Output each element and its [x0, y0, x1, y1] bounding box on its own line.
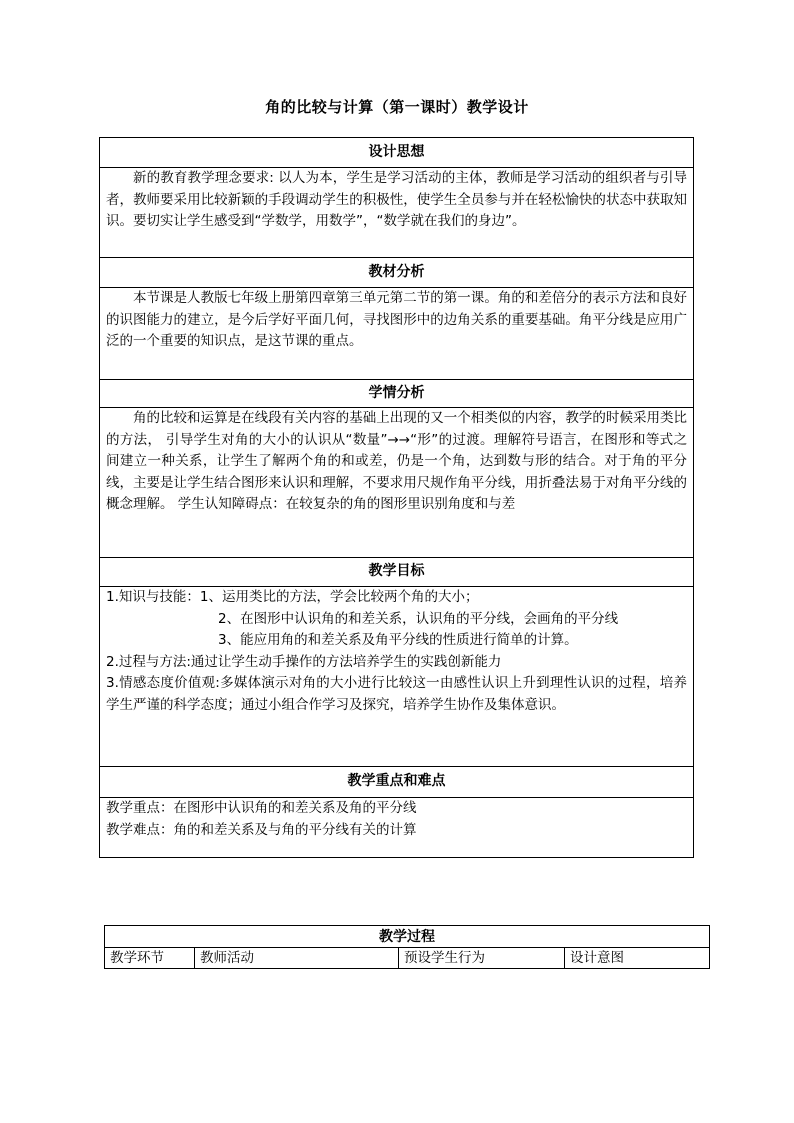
teaching-difficulty: 教学难点：角的和差关系及与角的平分线有关的计算: [106, 821, 417, 838]
teaching-focus: 教学重点：在图形中认识角的和差关系及角的平分线: [106, 800, 417, 816]
document-title: 角的比较与计算（第一课时）教学设计: [265, 98, 529, 116]
student-analysis-heading: 学情分析: [100, 380, 694, 408]
column-header-design-intent: 设计意图: [565, 948, 710, 969]
objective-process: 2.过程与方法:通过让学生动手操作的方法培养学生的实践创新能力: [106, 653, 502, 670]
key-points-heading: 教学重点和难点: [100, 767, 694, 798]
teaching-process-heading: 教学过程: [105, 926, 710, 948]
objective-knowledge-3: 3、能应用角的和差关系及角平分线的性质进行简单的计算。: [218, 632, 578, 648]
design-idea-cell: [100, 168, 694, 258]
student-analysis-text: 角的比较和运算是在线段有关内容的基础上出现的又一个相类似的内容，教学的时候采用类比的方法， 引导学生对角的大小的认识从“数量”→→“形”的过渡。理解符号语言，在图形和等式之间建立一种关系，让学生了解两个角的和或差，仍是一个角，达到数与形的结合。对于角的平分线，主要是让学生结合图形来认识和理解，不要求用尺规作角平分线，用折叠法易于对角平分线的概念理解。 学生认知障碍点：在较复杂的角的图形里识别角度和与差: [106, 410, 687, 512]
column-header-teacher-activity: 教师活动: [195, 948, 399, 969]
objective-knowledge-2: 2、在图形中认识角的和差关系，认识角的平分线，会画角的平分线: [218, 610, 619, 627]
design-idea-text: 新的教育教学理念要求: 以人为本，学生是学习活动的主体，教师是学习活动的组织者与引导者，教师要采用比较新颖的手段调动学生的积极性，使学生全员参与并在轻松愉快的状态中获取知识。要切实让学生感受到“学数学，用数学”，“数学就在我们的身边”。: [106, 170, 687, 229]
material-analysis-text: 本节课是人教版七年级上册第四章第三单元第二节的第一课。角的和差倍分的表示方法和良好的识图能力的建立，是今后学好平面几何，寻找图形中的边角关系的重要基础。角平分线是应用广泛的一个重要的知识点，是这节课的重点。: [106, 290, 687, 349]
objective-knowledge-1: 1.知识与技能：1、运用类比的方法，学会比较两个角的大小；: [106, 589, 479, 605]
teaching-process-table: [104, 925, 710, 969]
lesson-design-table: [99, 137, 694, 858]
objective-emotion: 3.情感态度价值观:多媒体演示对角的大小进行比较这一由感性认识上升到理性认识的过程，培养学生严谨的科学态度；通过小组合作学习及探究，培养学生协作及集体意识。: [106, 675, 687, 713]
objectives-cell: [100, 587, 694, 767]
objectives-heading: 教学目标: [100, 558, 694, 587]
material-analysis-cell: [100, 288, 694, 380]
student-analysis-cell: [100, 408, 694, 558]
material-analysis-heading: 教材分析: [100, 258, 694, 288]
column-header-stage: 教学环节: [105, 948, 195, 969]
key-points-cell: [100, 798, 694, 858]
design-idea-heading: 设计思想: [100, 138, 694, 168]
column-header-student-behavior: 预设学生行为: [399, 948, 565, 969]
